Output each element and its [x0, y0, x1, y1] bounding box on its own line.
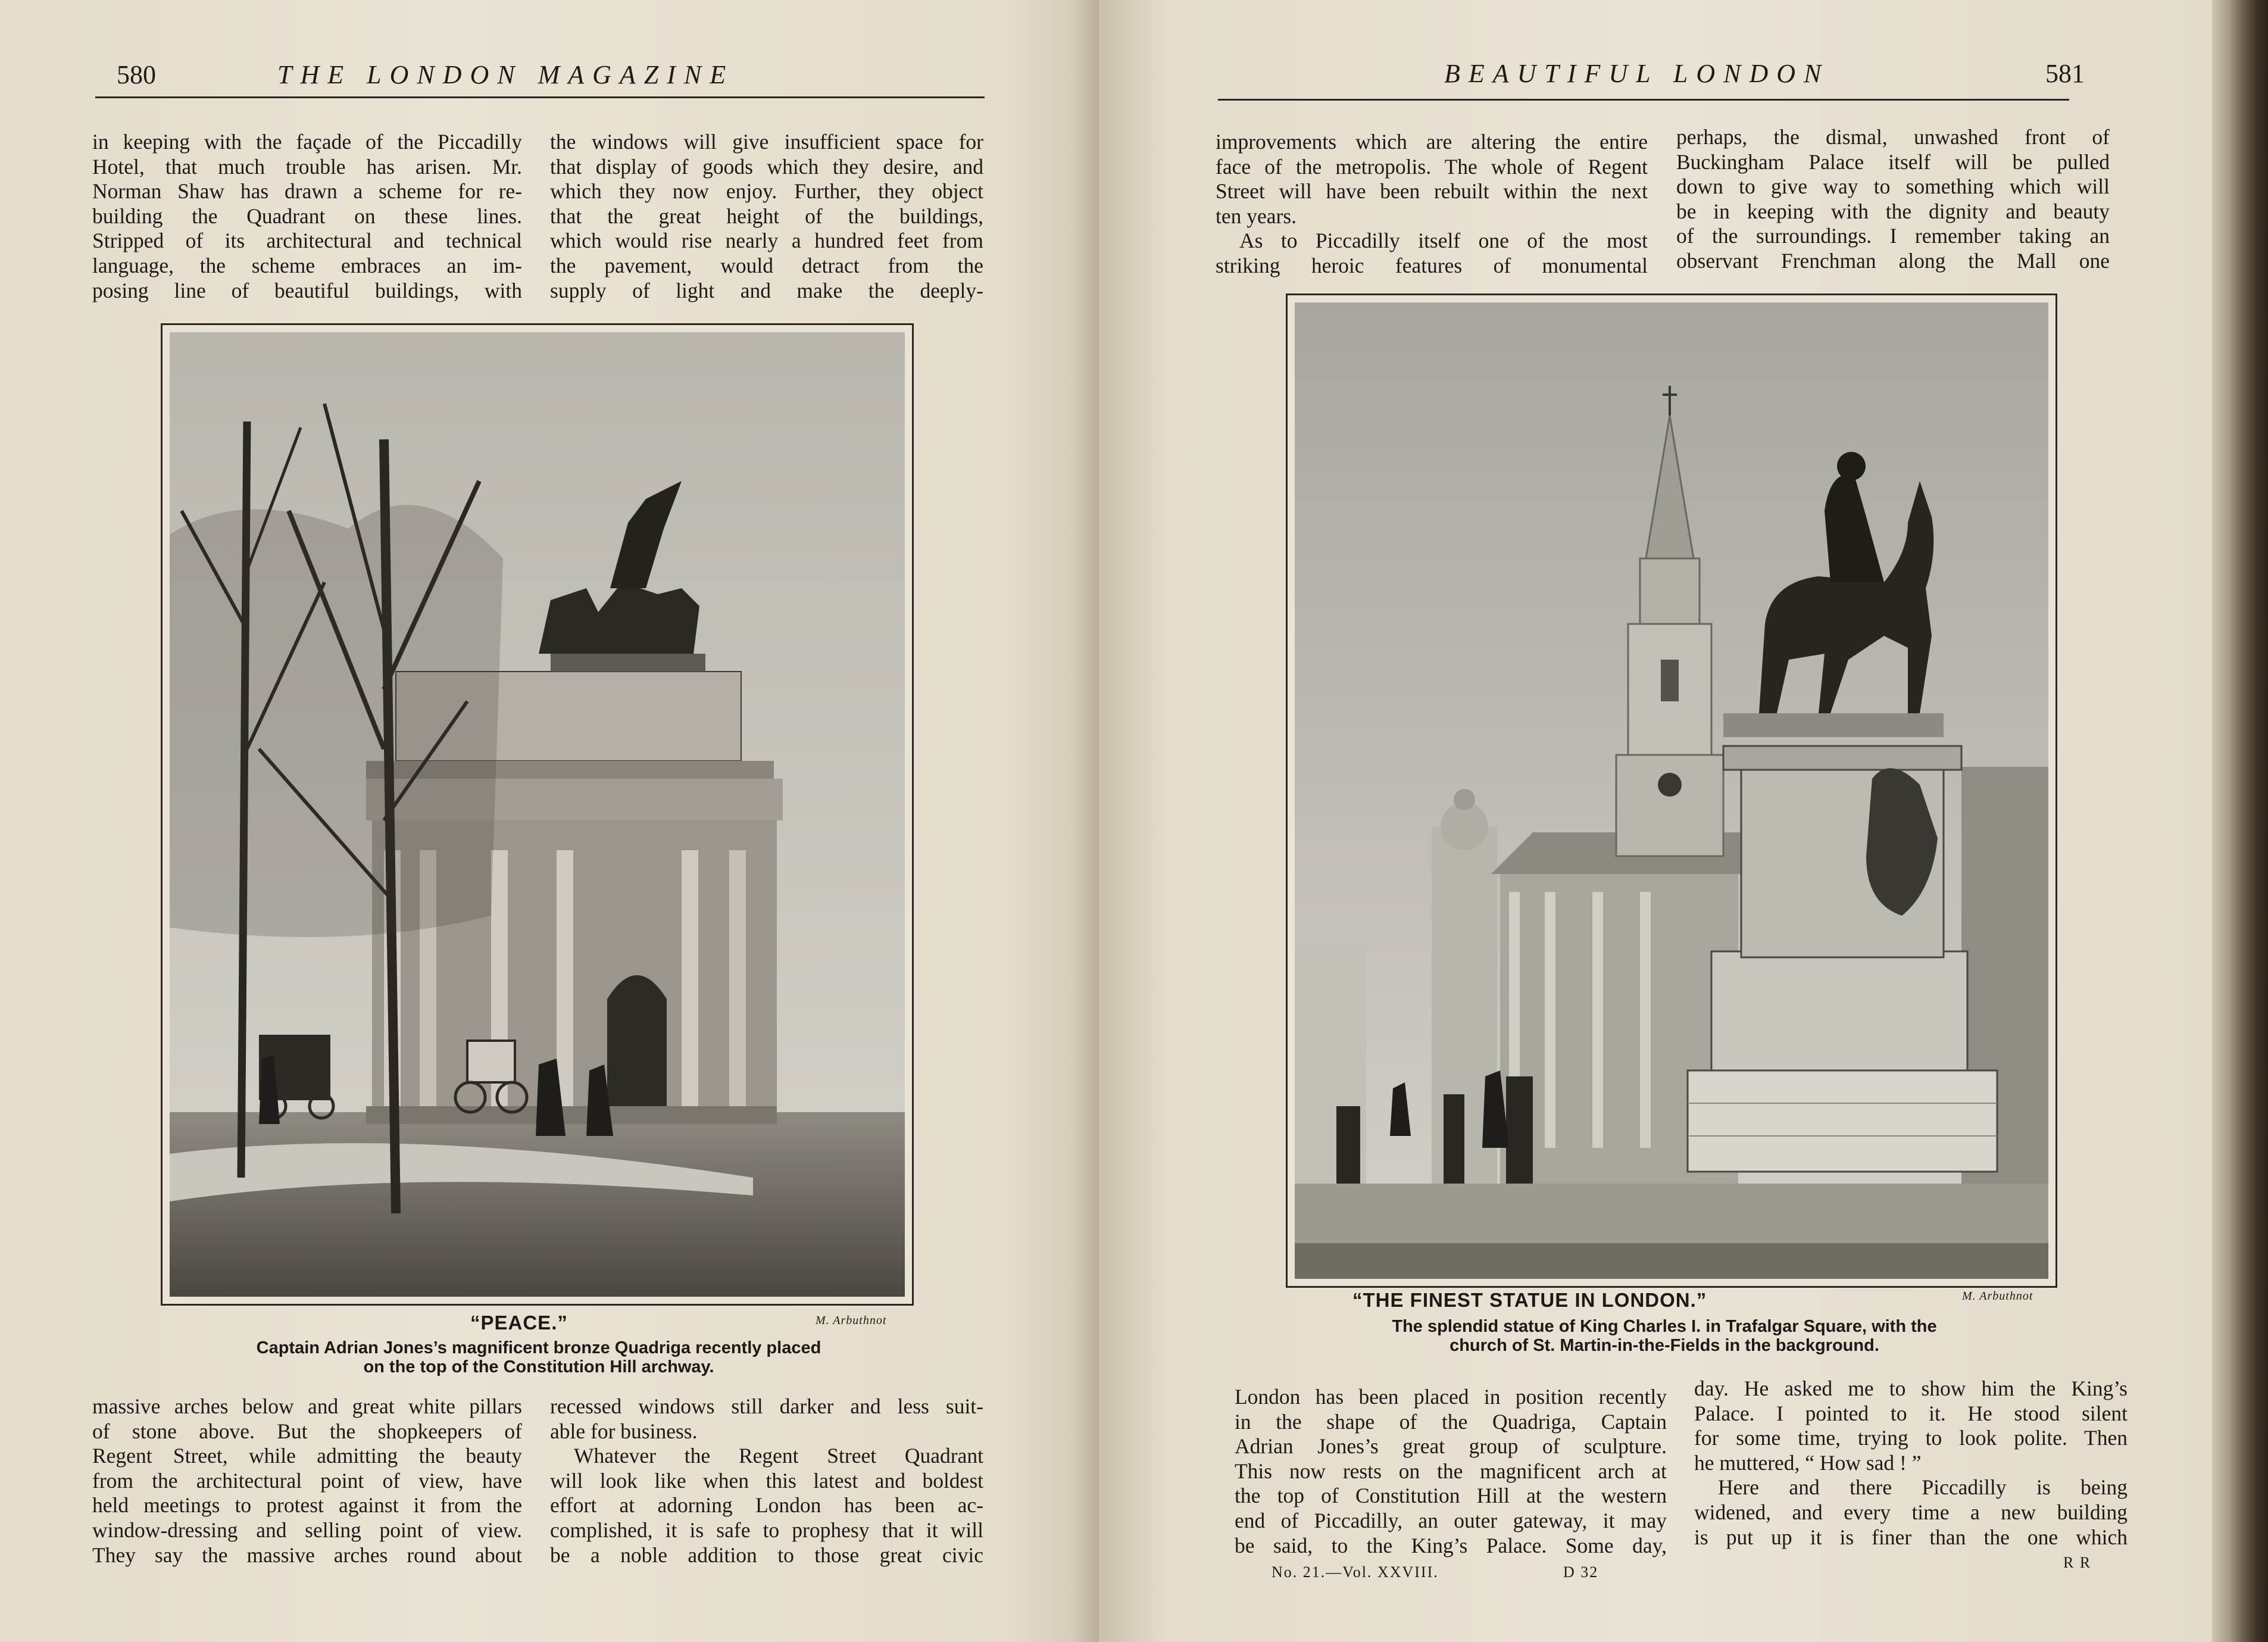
text-line: massive arches below and great white pillars [92, 1394, 522, 1418]
text-line: supply of light and make the deeply- [550, 278, 983, 302]
statue-illustration [1295, 302, 2048, 1279]
text-line: This now rests on the magnificent arch at [1235, 1459, 1667, 1483]
text-line: held meetings to protest against it from the [92, 1493, 522, 1518]
header-rule [1218, 99, 2069, 101]
text-line: language, the scheme embraces an im- [92, 253, 522, 277]
text-line: Street will have been rebuilt within the next [1216, 179, 1648, 204]
photo-charles-i-statue [1286, 294, 2057, 1288]
text-column-bottom-left [92, 1394, 522, 1568]
text-line: the windows will give insufficient space for [550, 130, 983, 154]
footer-signature: D 32 [1563, 1563, 1599, 1581]
text-column-top-right [1676, 125, 2110, 274]
text-line: window-dressing and selling point of view. [92, 1518, 522, 1542]
text-line: Adrian Jones’s great group of sculpture. [1235, 1434, 1667, 1459]
text-line: the top of Constitution Hill at the western [1235, 1484, 1667, 1508]
text-column-top-right [550, 130, 983, 303]
caption-line: The splendid statue of King Charles I. in Trafalgar Square, with the [1392, 1317, 1937, 1336]
text-line: is put up it is finer than the one which [1694, 1525, 2128, 1549]
text-line: will look like when this latest and boldest [550, 1468, 983, 1493]
text-line: for some time, trying to look polite. Then [1694, 1426, 2128, 1450]
text-line: from the architectural point of view, have [92, 1468, 522, 1493]
text-column-bottom-right [550, 1394, 983, 1568]
caption-line: on the top of the Constitution Hill archway. [363, 1357, 714, 1376]
text-line: that display of goods which they desire, and [550, 154, 983, 179]
text-line: down to give way to something which will [1676, 174, 2110, 199]
photo-credit: M. Arbuthnot [1962, 1290, 2033, 1303]
text-line: be said, to the King’s Palace. Some day, [1235, 1533, 1667, 1557]
text-line: Here and there Piccadilly is being [1718, 1475, 2128, 1500]
left-page [0, 0, 1099, 1642]
text-line: They say the massive arches round about [92, 1543, 522, 1567]
text-line: in keeping with the façade of the Piccadilly [92, 130, 522, 154]
text-column-bottom-left [1235, 1385, 1667, 1558]
text-line: Palace. I pointed to it. He stood silent [1694, 1401, 2128, 1425]
text-line: face of the metropolis. The whole of Regent [1216, 154, 1648, 179]
text-line: Regent Street, while admitting the beauty [92, 1444, 522, 1468]
photo-wellington-arch-quadriga [161, 323, 914, 1306]
text-line: Whatever the Regent Street Quadrant [574, 1444, 983, 1468]
text-line: which they now enjoy. Further, they object [550, 179, 983, 204]
header-rule [95, 96, 985, 98]
text-line: improvements which are altering the entire [1216, 130, 1648, 154]
text-line: building the Quadrant on these lines. [92, 204, 522, 228]
text-column-bottom-right [1694, 1376, 2128, 1550]
text-line: end of Piccadilly, an outer gateway, it may [1235, 1508, 1667, 1532]
text-line: striking heroic features of monumental [1216, 253, 1648, 277]
caption-line: church of St. Martin-in-the-Fields in the background. [1449, 1336, 1879, 1355]
text-line: London has been placed in position recently [1235, 1385, 1667, 1409]
text-line: be a noble addition to those great civic [550, 1543, 983, 1567]
text-line: complished, it is safe to prophesy that it will [550, 1518, 983, 1542]
photo-caption [1301, 1317, 2028, 1355]
text-line: posing line of beautiful buildings, with [92, 278, 522, 302]
caption-title: “THE FINEST STATUE IN LONDON.” [1352, 1289, 1707, 1311]
text-line: recessed windows still darker and less suit- [550, 1394, 983, 1418]
page-number: 580 [117, 60, 156, 89]
text-line: that the great height of the buildings, [550, 204, 983, 228]
photo-caption [179, 1338, 899, 1376]
text-line: Norman Shaw has drawn a scheme for re- [92, 179, 522, 204]
text-line: As to Piccadilly itself one of the most [1239, 229, 1648, 253]
right-page [1099, 0, 2220, 1642]
text-line: of the surroundings. I remember taking an [1676, 224, 2110, 248]
footer-mark: R R [2063, 1554, 2092, 1571]
text-line: be in keeping with the dignity and beauty [1676, 199, 2110, 223]
text-line: the pavement, would detract from the [550, 253, 983, 277]
text-line: ten years. [1216, 204, 1297, 228]
text-line: able for business. [550, 1419, 698, 1443]
caption-title: “PEACE.” [470, 1312, 568, 1334]
running-head: BEAUTIFUL LONDON [1444, 59, 1830, 88]
text-line: effort at adorning London has been ac- [550, 1493, 983, 1518]
footer-issue: No. 21.—Vol. XXVIII. [1272, 1563, 1439, 1581]
text-line: he muttered, “ How sad ! ” [1694, 1450, 1922, 1475]
book-binding-edge [2212, 0, 2268, 1642]
text-line: perhaps, the dismal, unwashed front of [1676, 125, 2110, 149]
page-number: 581 [2045, 59, 2085, 88]
arch-illustration [170, 332, 905, 1297]
text-column-top-left [92, 130, 522, 303]
text-line: widened, and every time a new building [1694, 1500, 2128, 1524]
text-line: observant Frenchman along the Mall one [1676, 248, 2110, 273]
text-line: day. He asked me to show him the King’s [1694, 1376, 2128, 1400]
text-line: which would rise nearly a hundred feet from [550, 229, 983, 253]
text-line: Hotel, that much trouble has arisen. Mr. [92, 154, 522, 179]
caption-line: Captain Adrian Jones’s magnificent bronze Quadriga recently placed [256, 1338, 821, 1357]
text-line: Buckingham Palace itself will be pulled [1676, 149, 2110, 174]
text-line: of stone above. But the shopkeepers of [92, 1419, 522, 1443]
text-column-top-left [1216, 130, 1648, 279]
running-head: THE LONDON MAGAZINE [277, 60, 735, 89]
text-line: Stripped of its architectural and technical [92, 229, 522, 253]
photo-credit: M. Arbuthnot [816, 1314, 887, 1327]
text-line: in the shape of the Quadriga, Captain [1235, 1409, 1667, 1434]
